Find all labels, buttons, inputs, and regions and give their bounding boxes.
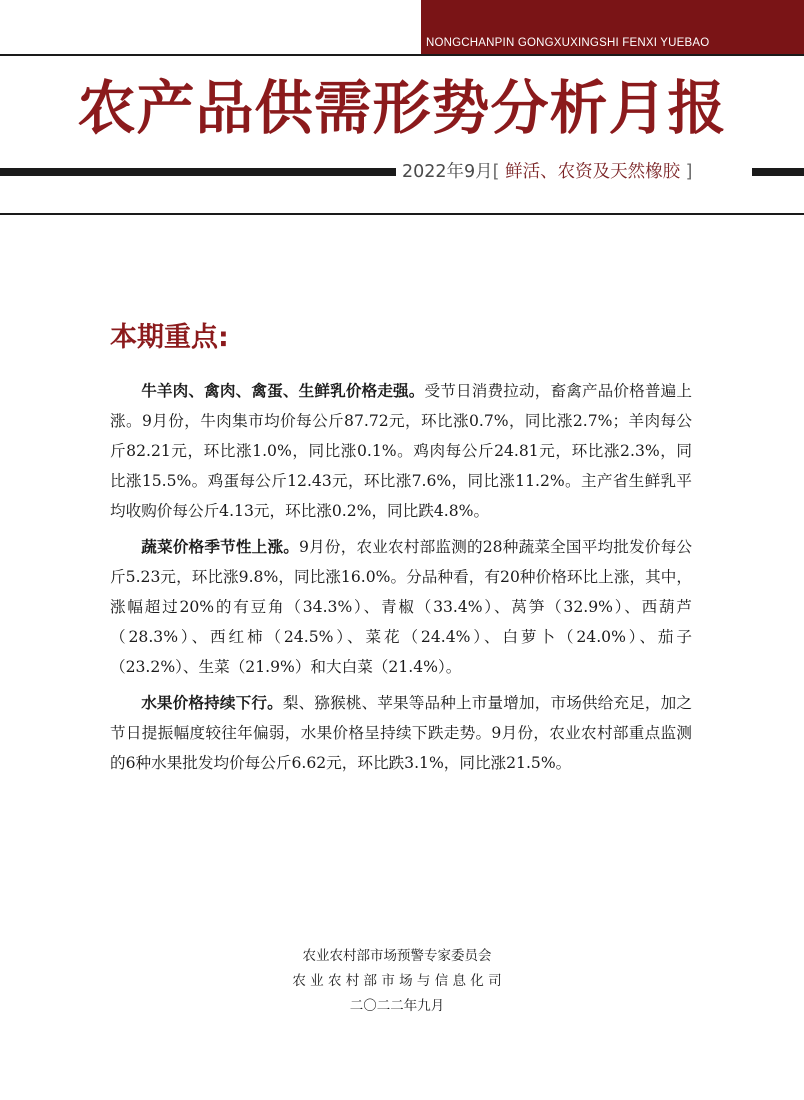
header-bottom-rule [0,213,804,215]
issue-topic: 鲜活、农资及天然橡胶 [505,162,681,182]
issue-date: 2022年9月 [402,162,493,182]
highlight-paragraph [110,688,692,778]
paragraph-lead: 水果价格持续下行。 [141,694,283,712]
subtitle-bracket-close: ] [685,162,693,182]
report-subtitle [402,158,748,186]
title-divider-right [752,168,804,176]
report-title: 农产品供需形势分析月报 [77,74,727,142]
publisher-line-1: 农业农村部市场预警专家委员会 [302,948,492,964]
publisher-block [0,944,794,1019]
subtitle-bracket-open: [ [492,162,500,182]
paragraph-text: 9月份，农业农村部监测的28种蔬菜全国平均批发价每公斤5.23元，环比涨9.8%，同比涨16.0%。分品种看，有20种价格环比上涨，其中，涨幅超过20%的有豆角（34.3%）、青椒（33.4%）、莴笋（32.9%）、西葫芦（28.3%）、西红柿（24.5%）、菜花（24.4%）、白萝卜（24.0%）、茄子（23.2%）、生菜（21.9%）和大白菜（21.4%）。 [110,538,692,676]
publish-date: 二〇二二年九月 [349,998,445,1014]
header-top-rule [0,54,804,56]
highlights-body [110,376,692,784]
publisher-line-2: 农 业 农 村 部 市 场 与 信 息 化 司 [292,973,502,989]
banner-pinyin-title: NONGCHANPIN GONGXUXINGSHI FENXI YUEBAO [426,37,710,49]
paragraph-text: 受节日消费拉动，畜禽产品价格普遍上涨。9月份，牛肉集市均价每公斤87.72元，环比涨0.7%，同比涨2.7%；羊肉每公斤82.21元，环比涨1.0%，同比涨0.1%。鸡肉每公斤24.81元，环比涨2.3%，同比涨15.5%。鸡蛋每公斤12.43元，环比涨7.6%，同比涨11.2%。主产省生鲜乳平均收购价每公斤4.13元，环比涨0.2%，同比跌4.8%。 [110,382,692,520]
title-divider-left [0,168,396,176]
highlights-heading: 本期重点: [110,322,229,353]
highlight-paragraph [110,532,692,682]
highlight-paragraph [110,376,692,526]
paragraph-text: 梨、猕猴桃、苹果等品种上市量增加，市场供给充足，加之节日提振幅度较往年偏弱，水果价格呈持续下跌走势。9月份，农业农村部重点监测的6种水果批发均价每公斤6.62元，环比跌3.1%，同比涨21.5%。 [110,694,692,772]
paragraph-lead: 蔬菜价格季节性上涨。 [141,538,300,556]
paragraph-lead: 牛羊肉、禽肉、禽蛋、生鲜乳价格走强。 [141,382,425,400]
